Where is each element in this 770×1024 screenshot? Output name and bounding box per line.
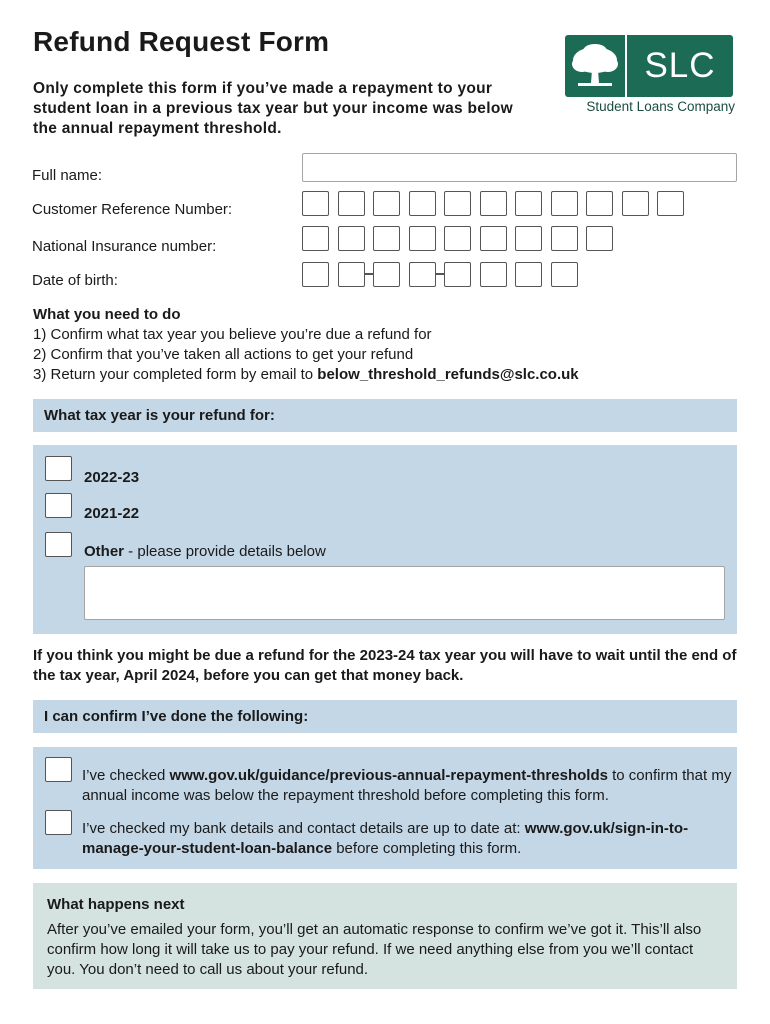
crn-digit-box[interactable] [515, 191, 542, 216]
instruction-step-2: 2) Confirm that you’ve taken all actions to get your refund [33, 346, 414, 363]
tax-year-heading-band [33, 399, 737, 432]
crn-digit-box[interactable] [586, 191, 613, 216]
confirm-threshold-text [82, 766, 737, 806]
checkbox-other[interactable] [45, 532, 72, 557]
dob-digit-box[interactable] [515, 262, 542, 287]
option-2022-23-label: 2022-23 [84, 469, 140, 486]
full-name-input[interactable] [302, 153, 737, 182]
instruction-step-3 [33, 365, 579, 385]
oak-tree-icon [565, 35, 627, 97]
ni-char-box[interactable] [302, 226, 329, 251]
crn-label: Customer Reference Number: [32, 201, 233, 218]
instructions [33, 305, 579, 385]
crn-digit-box[interactable] [409, 191, 436, 216]
ni-char-box[interactable] [480, 226, 507, 251]
confirm-details-pre: I’ve checked my bank details and contact details are up to date at: [82, 820, 525, 837]
option-other-bold: Other [84, 543, 125, 560]
ni-char-box[interactable] [338, 226, 365, 251]
instructions-heading: What you need to do [33, 306, 181, 323]
instruction-step-1: 1) Confirm what tax year you believe you’re due a refund for [33, 326, 432, 343]
confirm-panel [33, 747, 737, 869]
what-happens-next-panel [33, 883, 737, 989]
confirm-heading-band [33, 700, 737, 733]
crn-digit-box[interactable] [622, 191, 649, 216]
dob-label: Date of birth: [32, 272, 118, 289]
thresholds-link[interactable]: www.gov.uk/guidance/previous-annual-repayment-thresholds [169, 767, 608, 784]
confirm-threshold-post: to confirm that my annual income was below the repayment threshold before completing this form. [82, 767, 732, 804]
ni-label: National Insurance number: [32, 238, 217, 255]
crn-digit-box[interactable] [373, 191, 400, 216]
dob-digit-box[interactable] [373, 262, 400, 287]
full-name-label: Full name: [32, 167, 103, 184]
option-other-label [84, 543, 326, 560]
form-intro: Only complete this form if you’ve made a repayment to your student loan in a previous tax year but your income was below the annual repayment threshold. [33, 80, 513, 137]
ni-char-box[interactable] [444, 226, 471, 251]
checkbox-2021-22[interactable] [45, 493, 72, 518]
slc-logo [565, 35, 733, 97]
confirm-details-checkbox[interactable] [45, 810, 72, 835]
what-happens-next-heading: What happens next [47, 896, 185, 913]
crn-input-boxes[interactable] [302, 191, 693, 216]
tax-year-options-panel [33, 445, 737, 634]
checkbox-2022-23[interactable] [45, 456, 72, 481]
instruction-step-3-text: 3) Return your completed form by email to [33, 366, 318, 383]
ni-char-box[interactable] [409, 226, 436, 251]
confirm-threshold-pre: I’ve checked [82, 767, 170, 784]
form-title: Refund Request Form [33, 26, 330, 57]
confirm-heading: I can confirm I’ve done the following: [44, 708, 309, 725]
ni-char-box[interactable] [373, 226, 400, 251]
option-other-rest: - please provide details below [124, 543, 326, 560]
logo-company-name: Student Loans Company [586, 99, 735, 114]
dob-digit-box[interactable] [444, 262, 471, 287]
option-2021-22-label: 2021-22 [84, 505, 140, 522]
dob-digit-box[interactable] [338, 262, 365, 287]
crn-digit-box[interactable] [551, 191, 578, 216]
dob-input-boxes[interactable] [302, 262, 586, 287]
refund-email-address: below_threshold_refunds@slc.co.uk [317, 366, 579, 383]
crn-digit-box[interactable] [444, 191, 471, 216]
confirm-details-text [82, 819, 742, 859]
ni-input-boxes[interactable] [302, 226, 622, 251]
confirm-details-post: before completing this form. [332, 840, 522, 857]
what-happens-next-body: After you’ve emailed your form, you’ll get an automatic response to confirm we’ve got it. This’ll also confirm how long it will take us to pay your refund. If we need anything else from you we’ll contact you. You don’t need to call us about your refund. [47, 921, 702, 978]
dob-digit-box[interactable] [409, 262, 436, 287]
crn-digit-box[interactable] [302, 191, 329, 216]
crn-digit-box[interactable] [480, 191, 507, 216]
tax-year-heading: What tax year is your refund for: [44, 407, 275, 424]
ni-char-box[interactable] [551, 226, 578, 251]
dob-digit-box[interactable] [551, 262, 578, 287]
dob-digit-box[interactable] [302, 262, 329, 287]
crn-digit-box[interactable] [338, 191, 365, 216]
ni-char-box[interactable] [586, 226, 613, 251]
dob-digit-box[interactable] [480, 262, 507, 287]
ni-char-box[interactable] [515, 226, 542, 251]
logo-abbreviation: SLC [644, 46, 716, 85]
tax-year-notice: If you think you might be due a refund for the 2023-24 tax year you will have to wait until the end of the tax year, April 2024, before you can get that money back. [33, 647, 737, 684]
manage-balance-link[interactable]: www.gov.uk/sign-in-to-manage-your-student-loan-balance [82, 820, 689, 857]
other-details-input[interactable] [84, 566, 725, 620]
confirm-threshold-checkbox[interactable] [45, 757, 72, 782]
crn-digit-box[interactable] [657, 191, 684, 216]
